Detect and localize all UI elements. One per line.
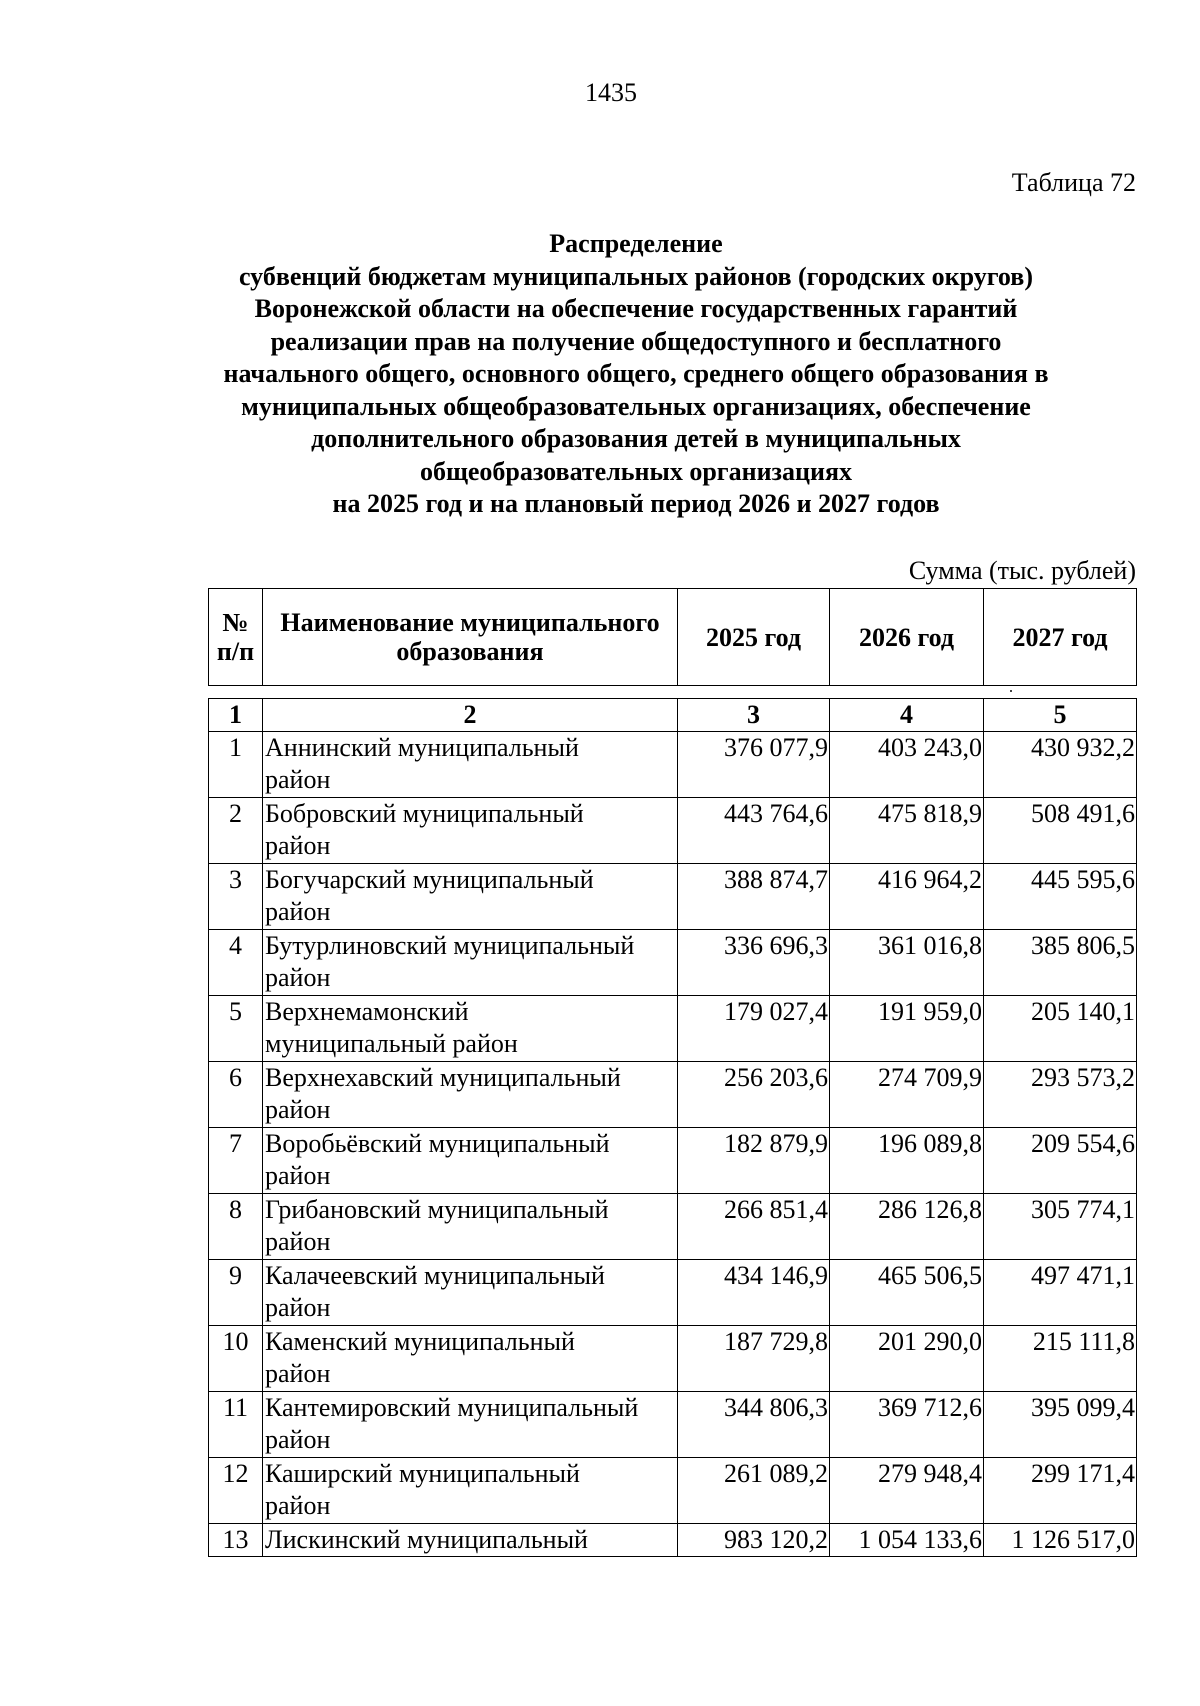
units-label: Сумма (тыс. рублей) xyxy=(908,556,1136,585)
value-2025: 261 089,2 xyxy=(678,1458,830,1524)
municipality-name-line: Каширский муниципальный xyxy=(265,1459,580,1488)
value-2027: 1 126 517,0 xyxy=(984,1524,1137,1557)
header-name xyxy=(263,589,678,686)
municipality-name-line: район xyxy=(265,1425,331,1454)
header-2026: 2026 год xyxy=(830,589,984,686)
value-2026: 403 243,0 xyxy=(830,732,984,798)
municipality-name xyxy=(263,930,678,996)
value-2027: 293 573,2 xyxy=(984,1062,1137,1128)
municipality-name-line: район xyxy=(265,1095,331,1124)
value-2025: 376 077,9 xyxy=(678,732,830,798)
column-number: 3 xyxy=(678,699,830,732)
municipality-name-line: Верхнехавский муниципальный xyxy=(265,1063,621,1092)
value-2026: 465 506,5 xyxy=(830,1260,984,1326)
row-number: 7 xyxy=(209,1128,263,1194)
value-2026: 279 948,4 xyxy=(830,1458,984,1524)
value-2027: 445 595,6 xyxy=(984,864,1137,930)
scan-mark xyxy=(1010,690,1012,692)
table-row xyxy=(209,1326,1137,1392)
value-2026: 475 818,9 xyxy=(830,798,984,864)
municipality-name xyxy=(263,732,678,798)
column-number: 5 xyxy=(984,699,1137,732)
table-row xyxy=(209,1194,1137,1260)
column-number-row xyxy=(209,699,1137,732)
value-2027: 305 774,1 xyxy=(984,1194,1137,1260)
value-2027: 209 554,6 xyxy=(984,1128,1137,1194)
value-2027: 385 806,5 xyxy=(984,930,1137,996)
table-row xyxy=(209,732,1137,798)
row-number: 13 xyxy=(209,1524,263,1557)
value-2027: 508 491,6 xyxy=(984,798,1137,864)
value-2025: 388 874,7 xyxy=(678,864,830,930)
municipality-name-line: муниципальный район xyxy=(265,1029,518,1058)
value-2026: 416 964,2 xyxy=(830,864,984,930)
value-2027: 395 099,4 xyxy=(984,1392,1137,1458)
municipality-name xyxy=(263,1194,678,1260)
table-row xyxy=(209,864,1137,930)
table-row xyxy=(209,930,1137,996)
value-2025: 256 203,6 xyxy=(678,1062,830,1128)
value-2026: 1 054 133,6 xyxy=(830,1524,984,1557)
municipality-name xyxy=(263,864,678,930)
value-2025: 434 146,9 xyxy=(678,1260,830,1326)
table-row xyxy=(209,1260,1137,1326)
document-title xyxy=(150,228,1122,521)
title-line: Распределение xyxy=(549,229,723,258)
row-number: 6 xyxy=(209,1062,263,1128)
header-name-line: образования xyxy=(396,637,544,666)
header-num xyxy=(209,589,263,686)
table-row xyxy=(209,1062,1137,1128)
municipality-name-line: район xyxy=(265,1491,331,1520)
header-name-line: Наименование муниципального xyxy=(280,608,660,637)
header-row xyxy=(209,589,1137,686)
table-row xyxy=(209,1392,1137,1458)
value-2025: 182 879,9 xyxy=(678,1128,830,1194)
row-number: 8 xyxy=(209,1194,263,1260)
header-num-line: № xyxy=(222,608,249,637)
municipality-name xyxy=(263,1392,678,1458)
municipality-name-line: Кантемировский муниципальный xyxy=(265,1393,639,1422)
title-line: Воронежской области на обеспечение государственных гарантий xyxy=(254,294,1018,323)
municipality-name xyxy=(263,1458,678,1524)
table-row xyxy=(209,1458,1137,1524)
title-line: начального общего, основного общего, среднего общего образования в xyxy=(223,359,1049,388)
municipality-name-line: район xyxy=(265,1359,331,1388)
table-row xyxy=(209,1524,1137,1557)
municipality-name-line: район xyxy=(265,1293,331,1322)
title-line: дополнительного образования детей в муниципальных xyxy=(311,424,961,453)
value-2027: 205 140,1 xyxy=(984,996,1137,1062)
row-number: 3 xyxy=(209,864,263,930)
municipality-name-line: Каменский муниципальный xyxy=(265,1327,575,1356)
table-row xyxy=(209,798,1137,864)
data-table xyxy=(208,698,1137,1557)
municipality-name xyxy=(263,798,678,864)
municipality-name-line: Лискинский муниципальный xyxy=(265,1525,588,1554)
header-2025: 2025 год xyxy=(678,589,830,686)
value-2025: 266 851,4 xyxy=(678,1194,830,1260)
value-2027: 215 111,8 xyxy=(984,1326,1137,1392)
value-2026: 196 089,8 xyxy=(830,1128,984,1194)
municipality-name-line: Бобровский муниципальный xyxy=(265,799,584,828)
value-2026: 369 712,6 xyxy=(830,1392,984,1458)
value-2026: 286 126,8 xyxy=(830,1194,984,1260)
value-2025: 443 764,6 xyxy=(678,798,830,864)
row-number: 2 xyxy=(209,798,263,864)
municipality-name-line: район xyxy=(265,765,331,794)
municipality-name xyxy=(263,1062,678,1128)
table-row xyxy=(209,996,1137,1062)
value-2025: 344 806,3 xyxy=(678,1392,830,1458)
title-line: на 2025 год и на плановый период 2026 и 2027 годов xyxy=(332,489,940,518)
municipality-name xyxy=(263,1524,678,1557)
value-2026: 274 709,9 xyxy=(830,1062,984,1128)
column-number: 4 xyxy=(830,699,984,732)
municipality-name xyxy=(263,1128,678,1194)
municipality-name-line: Воробьёвский муниципальный xyxy=(265,1129,610,1158)
municipality-name-line: район xyxy=(265,1161,331,1190)
table-label: Таблица 72 xyxy=(1011,168,1136,197)
title-line: субвенций бюджетам муниципальных районов (городских округов) xyxy=(238,261,1033,291)
header-2027: 2027 год xyxy=(984,589,1137,686)
municipality-name xyxy=(263,1326,678,1392)
value-2025: 179 027,4 xyxy=(678,996,830,1062)
municipality-name-line: Верхнемамонский xyxy=(265,997,469,1026)
value-2026: 361 016,8 xyxy=(830,930,984,996)
municipality-name-line: район xyxy=(265,963,331,992)
municipality-name-line: Богучарский муниципальный xyxy=(265,865,594,894)
value-2025: 187 729,8 xyxy=(678,1326,830,1392)
row-number: 11 xyxy=(209,1392,263,1458)
value-2025: 336 696,3 xyxy=(678,930,830,996)
row-number: 10 xyxy=(209,1326,263,1392)
municipality-name-line: район xyxy=(265,831,331,860)
value-2026: 201 290,0 xyxy=(830,1326,984,1392)
table-header xyxy=(208,588,1137,686)
municipality-name-line: Бутурлиновский муниципальный xyxy=(265,931,635,960)
value-2027: 497 471,1 xyxy=(984,1260,1137,1326)
row-number: 4 xyxy=(209,930,263,996)
column-number: 1 xyxy=(209,699,263,732)
value-2025: 983 120,2 xyxy=(678,1524,830,1557)
column-number: 2 xyxy=(263,699,678,732)
value-2027: 299 171,4 xyxy=(984,1458,1137,1524)
row-number: 1 xyxy=(209,732,263,798)
title-line: муниципальных общеобразовательных организациях, обеспечение xyxy=(241,391,1031,421)
municipality-name xyxy=(263,996,678,1062)
municipality-name-line: Калачеевский муниципальный xyxy=(265,1261,605,1290)
title-line: общеобразовательных организациях xyxy=(419,456,853,486)
municipality-name-line: Грибановский муниципальный xyxy=(265,1195,609,1224)
value-2026: 191 959,0 xyxy=(830,996,984,1062)
row-number: 12 xyxy=(209,1458,263,1524)
row-number: 5 xyxy=(209,996,263,1062)
title-line: реализации прав на получение общедоступного и бесплатного xyxy=(270,326,1002,356)
municipality-name-line: район xyxy=(265,1227,331,1256)
row-number: 9 xyxy=(209,1260,263,1326)
municipality-name xyxy=(263,1260,678,1326)
page-number: 1435 xyxy=(585,78,637,107)
header-num-line: п/п xyxy=(216,637,255,666)
value-2027: 430 932,2 xyxy=(984,732,1137,798)
table-row xyxy=(209,1128,1137,1194)
municipality-name-line: район xyxy=(265,897,331,926)
municipality-name-line: Аннинский муниципальный xyxy=(265,733,579,762)
